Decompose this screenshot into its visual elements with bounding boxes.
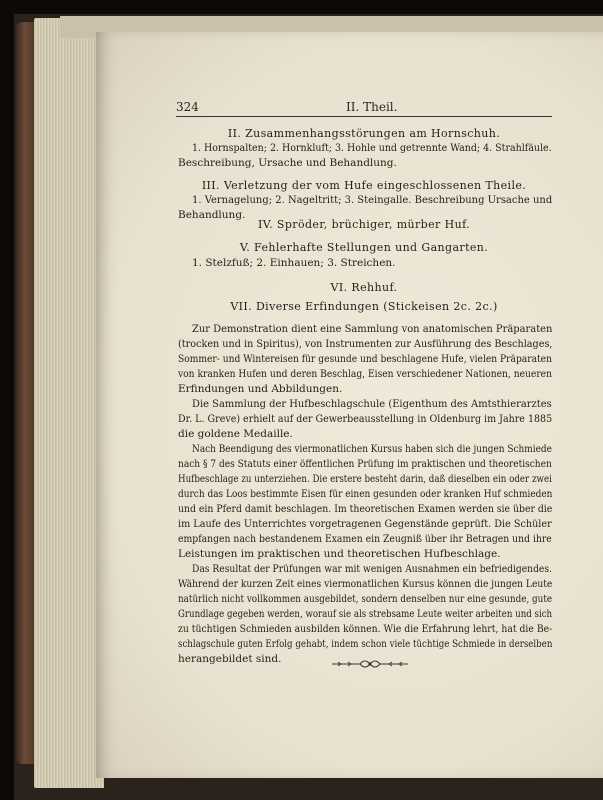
section-line: Behandlung. [178,209,246,221]
body-line: Sommer- und Wintereisen für gesunde und beschlagene Hufe, vielen Präparaten [178,353,552,365]
section-heading: III. Verletzung der vom Hufe eingeschlossenen Theile. [201,179,527,192]
body-line: Grundlage gegeben werden, worauf sie als strebsame Leute weiter arbeiten und sich [178,608,553,620]
body-line: Zur Demonstration dient eine Sammlung von anatomischen Präparaten [192,323,553,335]
body-line: natürlich nicht vollkommen ausgebildet, sondern denselben nur eine gesunde, gute [178,593,553,605]
body-line: Dr. L. Greve) erhielt auf der Gewerbeausstellung in Oldenburg im Jahre 1885 [178,413,553,425]
section-line: 1. Vernagelung; 2. Nageltritt; 3. Steingalle. Beschreibung Ursache und [192,194,553,206]
running-title: II. Theil. [346,100,398,114]
body-line: die goldene Medaille. [178,428,293,440]
body-line: nach § 7 des Statuts einer öffentlichen Prüfung im praktischen und theoretischen [178,458,552,470]
section-heading: VII. Diverse Erfindungen (Stickeisen 2c. 2c.) [230,300,498,313]
body-line: Erfindungen und Abbildungen. [178,383,343,395]
body-line: zu tüchtigen Schmieden ausbilden können. Wie die Erfahrung lehrt, hat die Be- [178,623,553,635]
body-line: im Laufe des Unterrichtes vorgetragenen Gegenstände geprüft. Die Schüler [178,518,552,530]
body-line: Nach Beendigung des viermonatlichen Kursus haben sich die jungen Schmiede [192,443,552,455]
body-line: (trocken und in Spiritus), von Instrumenten zur Ausführung des Beschlages, [178,338,553,350]
section-line: Beschreibung, Ursache und Behandlung. [178,157,397,169]
body-line: herangebildet sind. [178,653,282,665]
section-heading: V. Fehlerhafte Stellungen und Gangarten. [239,241,489,254]
body-line: Das Resultat der Prüfungen war mit wenigen Ausnahmen ein befriedigendes. [192,563,552,575]
body-line: Während der kurzen Zeit eines viermonatlichen Kursus können die jungen Leute [178,578,553,590]
body-line: Die Sammlung der Hufbeschlagschule (Eigenthum des Amtsthierarztes [192,398,552,410]
section-line: 1. Stelzfuß; 2. Einhauen; 3. Streichen. [192,257,396,269]
section-heading: VI. Rehhuf. [330,281,398,294]
body-line: empfangen nach bestandenem Examen ein Zeugniß über ihr Betragen und ihre [178,533,552,545]
body-line: schlagschule guten Erfolg gehabt, indem schon viele tüchtige Schmiede in derselben [178,638,553,650]
body-line: und ein Pferd damit beschlagen. Im theoretischen Examen werden sie über die [178,503,553,515]
page-edges-stack [34,18,104,788]
section-heading: IV. Spröder, brüchiger, mürber Huf. [257,218,471,231]
body-line: von kranken Hufen und deren Beschlag, Eisen verschiedener Nationen, neueren [178,368,552,380]
section-line: 1. Hornspalten; 2. Hornkluft; 3. Hohle und getrennte Wand; 4. Strahlfäule. [192,142,552,154]
header-rule [176,116,552,117]
section-heading: II. Zusammenhangsstörungen am Hornschuh. [227,127,501,140]
body-line: Hufbeschlage zu unterziehen. Die erstere besteht darin, daß dieselben ein oder zwei [178,473,552,485]
page-number: 324 [176,100,199,114]
body-line: durch das Loos bestimmte Eisen für einen gesunden oder kranken Huf schmieden [178,488,553,500]
ornament-divider-icon [330,657,410,671]
body-line: Leistungen im praktischen und theoretischen Hufbeschlage. [178,548,501,560]
